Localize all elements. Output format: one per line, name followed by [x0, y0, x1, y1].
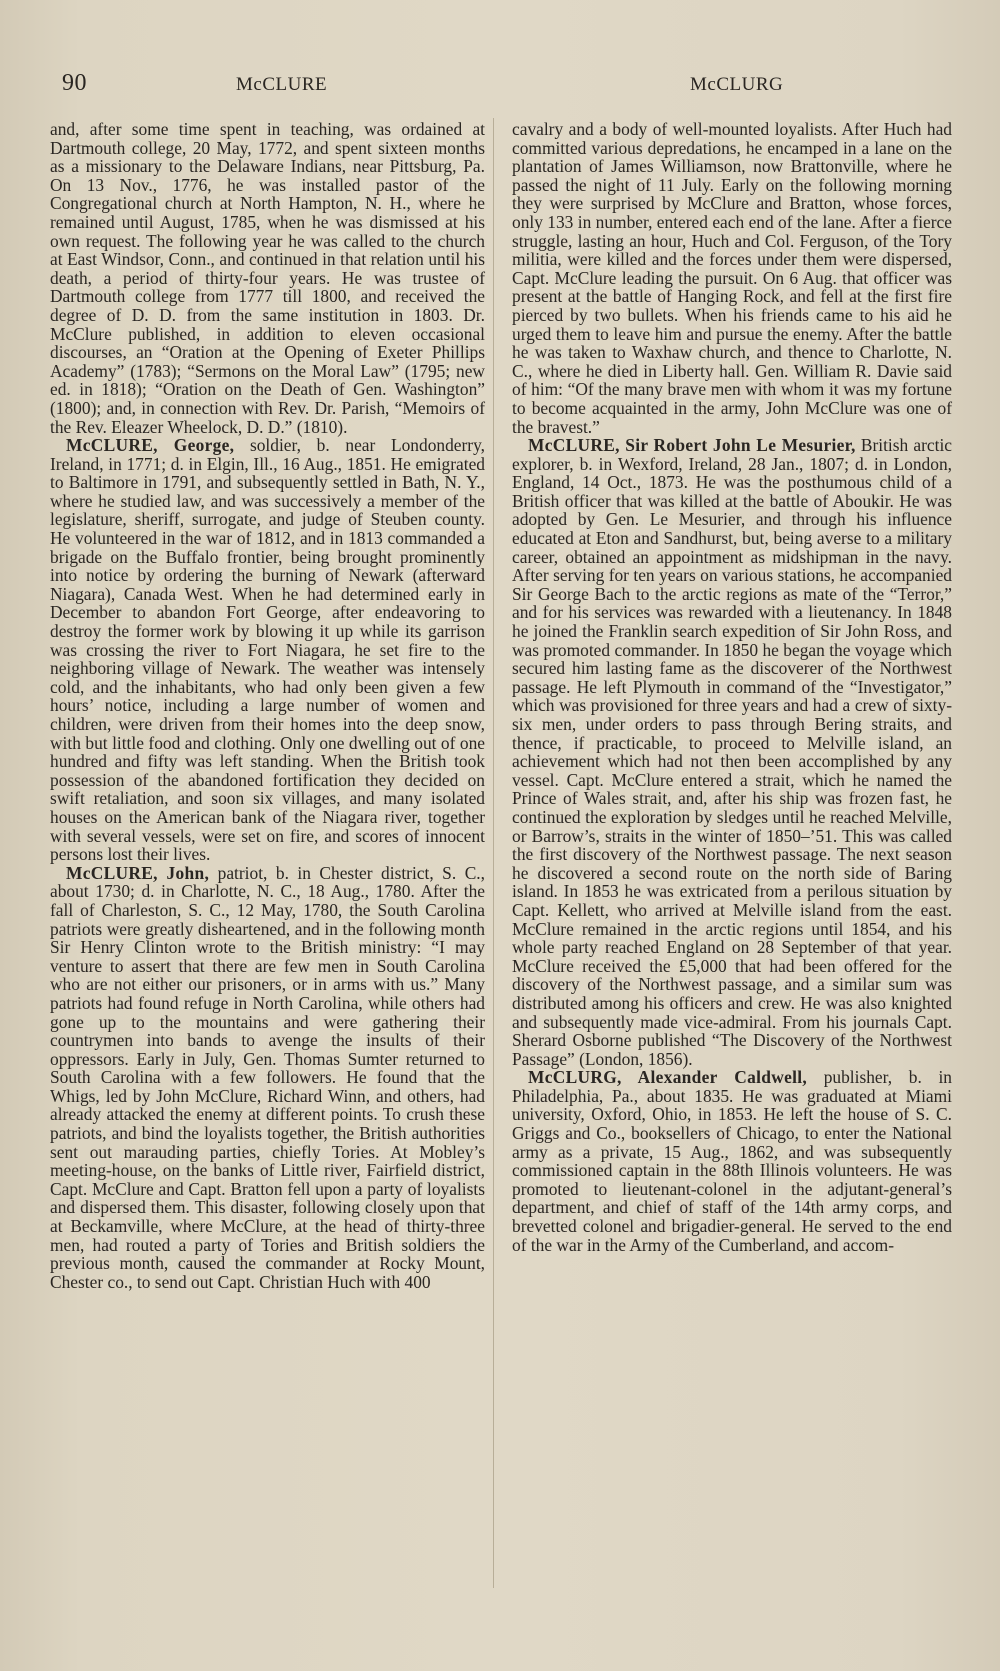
left-column [50, 120, 485, 1291]
entry-heading: McCLURE, John, [66, 862, 210, 883]
entry-text: publisher, b. in Philadelphia, Pa., about 1835. He was graduated at Miami university, Oxford, Ohio, in 1853. He left the house of S. C. Griggs and Co., booksellers of Chicago, to enter the National army as a private, 15 Aug., 1862, and was subsequently commissioned captain in the 88th Illinois volunteers. He was promoted to lieutenant-colonel in the adjutant-general’s department, and chief of staff of the 14th army corps, and brevetted colonel and brigadier-general. He served to the end of the war in the Army of the Cumberland, and accom- [512, 1067, 952, 1255]
entry-continuation: cavalry and a body of well-mounted loyalists. After Huch had committed various depredations, he encamped in a lane on the plantation of James Williamson, now Brattonville, where he passed the night of 11 July. Early on the following morning they were surprised by McClure and Bratton, whose forces, only 133 in number, entered each end of the lane. After a fierce struggle, lasting an hour, Huch and Col. Ferguson, of the Tory militia, were killed and the forces under them were dispersed, Capt. McClure leading the pursuit. On 6 Aug. that officer was present at the battle of Hanging Rock, and fell at the first fire pierced by two bullets. When his friends came to his aid he urged them to leave him and pursue the enemy. After the battle he was taken to Waxhaw church, and thence to Charlotte, N. C., where he died in Liberty hall. Gen. William R. Davie said of him: “Of the many brave men with whom it was my fortune to become acquainted in the army, John McClure was one of the bravest.” [512, 119, 952, 437]
entry-robert-mcclure [512, 436, 952, 1068]
right-column [512, 120, 952, 1254]
entry-heading: McCLURG, Alexander Caldwell, [528, 1067, 808, 1088]
entry-heading: McCLURE, George, [66, 435, 235, 456]
column-divider [493, 118, 494, 1588]
entry-alexander-mcclurg [512, 1068, 952, 1254]
entry-john-mcclure [50, 864, 485, 1292]
entry-text: British arctic explorer, b. in Wexford, Ireland, 28 Jan., 1807; d. in London, England, 14 Oct., 1873. He was the posthumous child of a British officer that was killed at the battle of Aboukir. He was adopted by Gen. Le Mesurier, and through his influence educated at Eton and Sandhurst, but, being averse to a military career, obtained an appointment as midshipman in the navy. After serving for ten years on various stations, he accompanied Sir George Bach to the arctic regions as mate of the “Terror,” and for his services was rewarded with a lieutenancy. In 1848 he joined the Franklin search expedition of Sir John Ross, and was promoted commander. In 1850 he began the voyage which secured him lasting fame as the discoverer of the Northwest passage. He left Plymouth in command of the “Investigator,” which was provisioned for three years and had a crew of sixty-six men, under orders to pass through Bering straits, and thence, if practicable, to proceed to Melville island, an achievement which had not then been accomplished by any vessel. Capt. McClure entered a strait, which he named the Prince of Wales strait, and, after his ship was frozen fast, he continued the exploration by sledges until he reached Melville, or Barrow’s, straits in the winter of 1850–’51. This was called the first discovery of the Northwest passage. The next season he discovered a second route on the north side of Baring island. In 1853 he was extricated from a perilous situation by Capt. Kellett, who arrived at Melville island from the east. McClure remained in the arctic regions until 1854, and his whole party reached England on 28 September of that year. McClure received the £5,000 that had been offered for the discovery of the Northwest passage, and a similar sum was distributed among his officers and crew. He was also knighted and subsequently made vice-admiral. From his journals Capt. Sherard Osborne published “The Discovery of the Northwest Passage” (London, 1856). [512, 435, 953, 1069]
entry-text: soldier, b. near Londonderry, Ireland, in 1771; d. in Elgin, Ill., 16 Aug., 1851. He emigrated to Baltimore in 1791, and subsequently settled in Bath, N. Y., where he studied law, and was successively a member of the legislature, sheriff, surrogate, and judge of Steuben county. He volunteered in the war of 1812, and in 1813 commanded a brigade on the Buffalo frontier, being brought prominently into notice by ordering the burning of Newark (afterward Niagara), Canada West. When he had determined early in December to abandon Fort George, after endeavoring to destroy the former work by blowing it up while its garrison was crossing the river to Fort Niagara, he set fire to the neighboring village of Newark. The weather was intensely cold, and the inhabitants, who had only been given a few hours’ notice, including a large number of women and children, were driven from their homes into the deep snow, with but little food and clothing. Only one dwelling out of one hundred and fifty was left standing. When the British took possession of the abandoned fortification they decided on swift retaliation, and soon six villages, and many isolated houses on the American bank of the Niagara river, together with several vessels, were set on fire, and scores of innocent persons lost their lives. [50, 435, 485, 865]
entry-continuation: and, after some time spent in teaching, was ordained at Dartmouth college, 20 May, 1772, and spent sixteen months as a missionary to the Delaware Indians, near Pittsburg, Pa. On 13 Nov., 1776, he was installed pastor of the Congregational church at North Hampton, N. H., where he remained until August, 1785, when he was dismissed at his own request. The following year he was called to the church at East Windsor, Conn., and continued in that relation until his death, a period of thirty-four years. He was trustee of Dartmouth college from 1777 till 1800, and received the degree of D. D. from the same institution in 1803. Dr. McClure published, in addition to eleven occasional discourses, an “Oration at the Opening of Exeter Phillips Academy” (1783); “Sermons on the Moral Law” (1795; new ed. in 1818); “Oration on the Death of Gen. Washington” (1800); and, in connection with Rev. Dr. Parish, “Memoirs of the Rev. Eleazer Wheelock, D. D.” (1810). [50, 119, 485, 437]
page-number: 90 [62, 70, 87, 96]
entry-heading: McCLURE, Sir Robert John Le Mesurier, [528, 435, 856, 456]
entry-text: patriot, b. in Chester district, S. C., about 1730; d. in Charlotte, N. C., 18 Aug., 1780. After the fall of Charleston, S. C., 12 May, 1780, the South Carolina patriots were greatly disheartened, and in the following month Sir Henry Clinton wrote to the British ministry: “I may venture to assert that there are few men in South Carolina who are not either our prisoners, or in arms with us.” Many patriots had found refuge in North Carolina, while others had gone up to the mountains and were gathering their countrymen into bands to avenge the insults of their oppressors. Early in July, Gen. Thomas Sumter returned to South Carolina with a few followers. He found that the Whigs, led by John McClure, Richard Winn, and others, had already attacked the enemy at different points. To crush these patriots, and bind the loyalists together, the British authorities sent out marauding parties, chiefly Tories. At Mobley’s meeting-house, on the banks of Little river, Fairfield district, Capt. McClure and Capt. Bratton fell upon a party of loyalists and dispersed them. This disaster, following closely upon that at Beckamville, where McClure, at the head of thirty-three men, had routed a party of Tories and British soldiers the previous month, caused the commander at Rocky Mount, Chester co., to send out Capt. Christian Huch with 400 [50, 862, 485, 1292]
entry-george-mcclure [50, 436, 485, 864]
running-head-right: McCLURG [690, 74, 784, 95]
running-head [0, 70, 1000, 100]
running-head-left: McCLURE [236, 74, 328, 95]
